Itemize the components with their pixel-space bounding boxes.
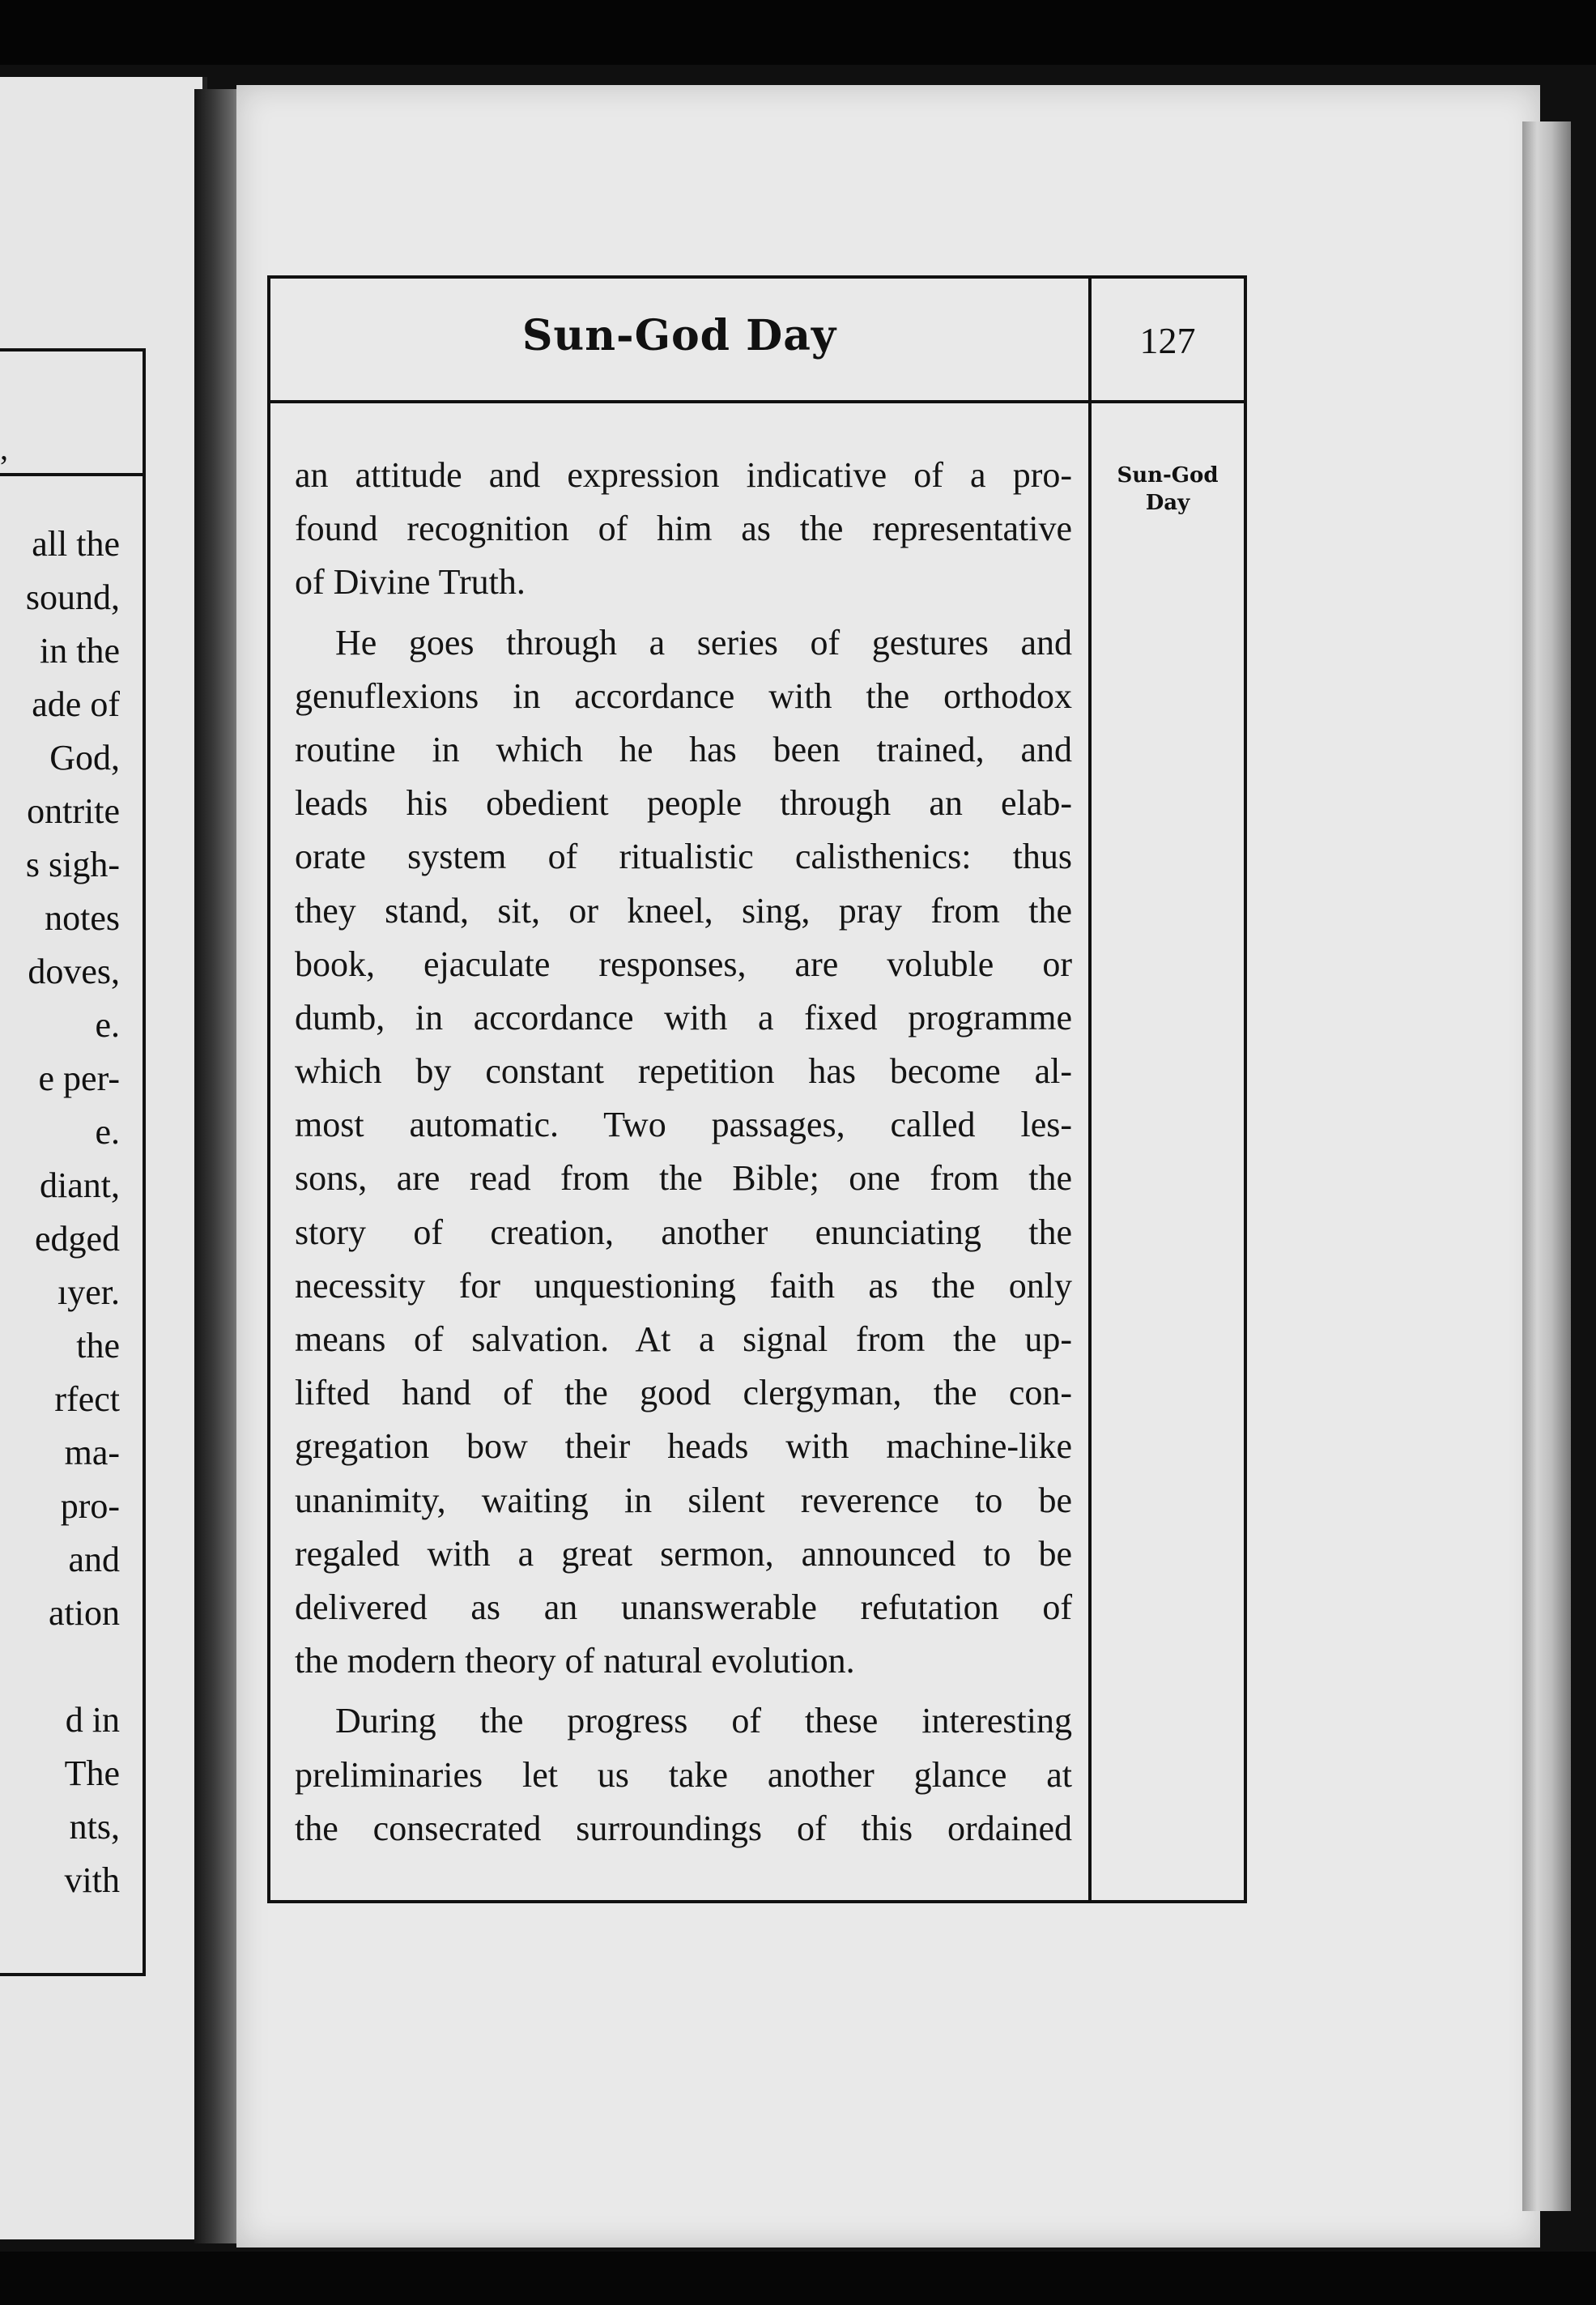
previous-page-text xyxy=(0,518,120,1907)
previous-line: God, xyxy=(49,738,120,778)
text-line: which by constant repetition has become al- xyxy=(295,1051,1072,1092)
previous-line: vith xyxy=(64,1860,120,1900)
scanner-top-edge xyxy=(0,0,1596,65)
previous-line: e. xyxy=(95,1005,120,1045)
text-line: genuflexions in accordance with the orthodox xyxy=(295,675,1072,716)
previous-page-header-mark: , xyxy=(0,430,8,467)
previous-line: nts, xyxy=(69,1807,120,1847)
body-text xyxy=(295,449,1072,1856)
text-line: book, ejaculate responses, are voluble or xyxy=(295,944,1072,984)
previous-line: diant, xyxy=(40,1165,120,1205)
text-line: most automatic. Two passages, called les- xyxy=(295,1105,1072,1145)
previous-line: d in xyxy=(65,1700,120,1740)
previous-line: ma- xyxy=(64,1433,120,1472)
text-line: dumb, in accordance with a fixed programme xyxy=(295,997,1072,1037)
text-line: preliminaries let us take another glance at xyxy=(295,1754,1072,1795)
text-line: unanimity, waiting in silent reverence to be xyxy=(295,1480,1072,1520)
text-line: found recognition of him as the representative xyxy=(295,509,1072,549)
previous-line: sound, xyxy=(25,577,120,617)
text-line: sons, are read from the Bible; one from the xyxy=(295,1158,1072,1199)
text-frame xyxy=(267,275,1247,1903)
page-edge-shadow xyxy=(1522,121,1571,2211)
header-rule xyxy=(270,400,1244,403)
text-line: lifted hand of the good clergyman, the con- xyxy=(295,1373,1072,1413)
text-line: delivered as an unanswerable refutation of xyxy=(295,1587,1072,1627)
text-line: necessity for unquestioning faith as the only xyxy=(295,1265,1072,1306)
previous-line: e per- xyxy=(38,1059,120,1098)
previous-line: doves, xyxy=(28,952,120,991)
previous-line: the xyxy=(76,1326,120,1366)
text-line: the modern theory of natural evolution. xyxy=(295,1641,855,1681)
previous-line: ontrite xyxy=(27,791,120,831)
text-line: routine in which he has been trained, and xyxy=(295,729,1072,769)
text-line: He goes through a series of gestures and xyxy=(335,622,1072,663)
text-line: gregation bow their heads with machine-like xyxy=(295,1426,1072,1467)
text-line: regaled with a great sermon, announced to be xyxy=(295,1533,1072,1574)
previous-line: notes xyxy=(45,898,120,938)
previous-page-frame xyxy=(0,348,146,1976)
text-line: of Divine Truth. xyxy=(295,562,526,603)
previous-line: s sigh- xyxy=(25,845,120,884)
previous-line: e. xyxy=(95,1112,120,1152)
text-line: leads his obedient people through an elab- xyxy=(295,783,1072,824)
previous-line: and xyxy=(68,1540,120,1579)
text-line: During the progress of these interesting xyxy=(335,1701,1072,1741)
previous-line: ation xyxy=(49,1593,120,1633)
text-line: the consecrated surroundings of this ordained xyxy=(295,1808,1072,1848)
previous-line: pro- xyxy=(60,1486,120,1526)
previous-line: rfect xyxy=(54,1379,120,1419)
text-line: story of creation, another enunciating the xyxy=(295,1212,1072,1252)
text-line: an attitude and expression indicative of a pro- xyxy=(295,455,1072,495)
margin-column-rule xyxy=(1088,279,1092,1900)
text-line: they stand, sit, or kneel, sing, pray from the xyxy=(295,890,1072,931)
previous-line: The xyxy=(64,1753,120,1793)
previous-line: all the xyxy=(32,524,120,564)
previous-line: ıyer. xyxy=(57,1272,120,1312)
previous-line: in the xyxy=(40,631,120,671)
margin-note-line: Sun-God xyxy=(1117,463,1219,488)
book-spine-shadow xyxy=(194,89,243,2243)
text-line: means of salvation. At a signal from the up- xyxy=(295,1319,1072,1359)
running-title: Sun-God Day xyxy=(521,311,837,360)
previous-line xyxy=(0,1640,120,1694)
previous-page xyxy=(0,77,207,2239)
text-line: orate system of ritualistic calisthenics: thus xyxy=(295,837,1072,877)
previous-line: ade of xyxy=(32,684,120,724)
previous-line: edged xyxy=(34,1219,120,1259)
margin-note xyxy=(1103,462,1232,517)
margin-note-line: Day xyxy=(1145,491,1190,515)
previous-page-header-rule xyxy=(0,473,143,476)
scanner-bottom-edge xyxy=(0,2252,1596,2305)
page-number: 127 xyxy=(1139,320,1196,361)
